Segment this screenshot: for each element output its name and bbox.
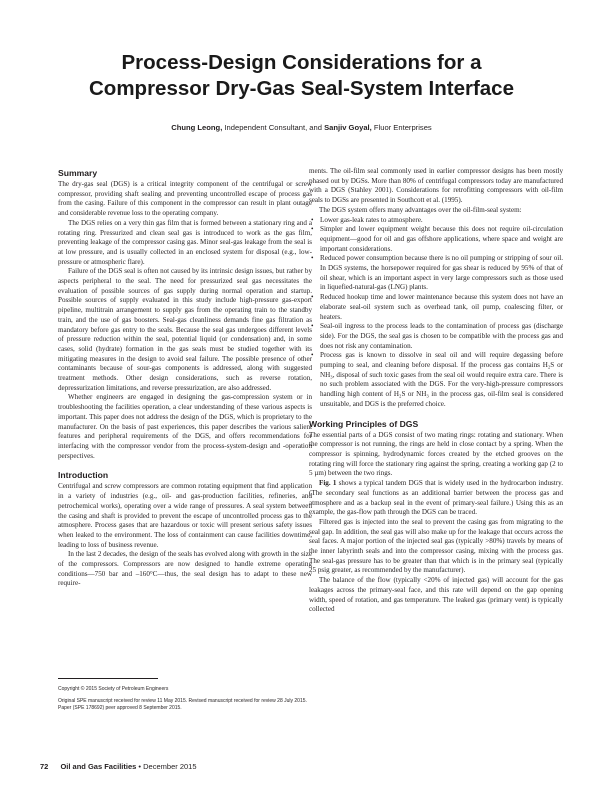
list-item: • Simpler and lower equipment weight because this does not require oil-circulation equipment—good for oil and gas offshore applications, where space and weight are important considerations. (309, 225, 563, 254)
advantages-list (309, 216, 563, 410)
issue-date: December 2015 (143, 762, 197, 771)
introduction-heading: Introduction (58, 470, 109, 481)
left-column (58, 168, 312, 589)
list-item: • Reduced hookup time and lower maintenance because this system does not have an elaborate seal-oil system such as overhead tank, oil pump, coalescing filter, or heaters. (309, 293, 563, 322)
author-line (0, 123, 603, 132)
working-paragraph-4: The balance of the flow (typically <20% of injected gas) will account for the gas leakages across the primary-seal face, and this rate will depend on the gap opening width, speed of rotation, and gas temperature. The leaked gas (primary vent) is typically collected (309, 576, 563, 614)
page-footer (40, 762, 197, 771)
working-paragraph-2-text: shows a typical tandem DGS that is widely used in the hydrocarbon industry. (The secondary seal functions as an additional barrier between the process gas and atmosphere and as a backup seal in the event of primary-seal failure.) Using this as an example, the gas-flow path through the DGS can be traced. (309, 479, 563, 517)
author-1-affiliation: Independent Consultant, and (222, 123, 325, 132)
working-paragraph-2 (309, 479, 563, 518)
footnotes (58, 678, 312, 713)
list-item: • Process gas is known to dissolve in seal oil and will require degassing before pumping to seal, and cleaning before disposal. If the process gas contains H₂S or NH₃, disposal of such toxic gases from the seal oil would require extra care. There is no such problem associated with the DGS. For the very-high-pressure compressors handling high content of H₂S or NH₃ in the process gas, oil-film seal is considered unsuitable, and DGS is the preferred choice. (309, 351, 563, 409)
introduction-paragraph-1: Centrifugal and screw compressors are common rotating equipment that find application in a variety of industries (e.g., oil- and gas-production facilities, refineries, and petrochemical works), operating over a wide range of pressures. A seal system between the casing and shaft is provided to prevent the escape of uncontrolled process gas to the atmosphere. Process gases that are hazardous or toxic will present serious safety issues when leaked to the environment. The loss of containment can cause facilities downtime, leading to loss of business revenue. (58, 482, 312, 549)
introduction-paragraph-2: In the last 2 decades, the design of the seals has evolved along with growth in the size of the compressors. Compressors are now designed to handle extreme operating conditions—750 bar and –160°C—thus, the seal design has to adapt to these new require- (58, 550, 312, 588)
page-number: 72 (40, 762, 49, 771)
figure-1-reference: Fig. 1 (319, 479, 337, 488)
list-item: • Lower gas-leak rates to atmosphere. (309, 216, 563, 226)
title-line-1: Process-Design Considerations for a (121, 51, 482, 74)
list-item: • Seal-oil ingress to the process leads to the contamination of process gas (discharge side). For the DGS, the seal gas is chosen to be compatible with the process gas and does not risk any contamination. (309, 322, 563, 351)
summary-paragraph-2: The DGS relies on a very thin gas film that is formed between a stationary ring and a rotating ring. Pressurized and clean seal gas is introduced to work as the gas film, preventing leakage of the compressor casing gas. Minor seal-gas leakage from the seal is at low pressure, and is usually collected in an enclosed system for disposal (e.g., low-pressure or atmospheric flare). (58, 218, 312, 266)
journal-name: Oil and Gas Facilities (60, 762, 137, 771)
summary-paragraph-3: Failure of the DGS seal is often not caused by its intrinsic design issues, but rather by aspects peripheral to the seal. The need for pressurized seal gas necessitates the evaluation of possible sources of gas supply during normal operation and startup. Possible sources of supply evaluated in this study include high-pressure gas-export pipeline, multitrain arrangement to supply gas from the operating train to the standby train, and the use of gas boosters. Seal-gas cleanliness demands fine gas filtration as mandatory before gas entry to the seals. Because the seal gas undergoes different levels of pressure reduction within the seal, potential liquid (or condensation) and, in some cases, solid (hydrate) formation in the gas seals must be studied together with its mitigating measures in the design to avoid seal failure. The possible presence of other contaminants because of sour-gas components is addressed, along with suggested treatment methods. Other design considerations, such as reverse rotation, depressurization limitations, and reverse pressurization, are also addressed. (58, 267, 312, 392)
summary-heading: Summary (58, 168, 98, 178)
footer-bullet: • (138, 762, 142, 771)
footnote-rule (58, 678, 158, 679)
manuscript-note: Original SPE manuscript received for review 11 May 2015. Revised manuscript received for review 28 July 2015. Paper (SPE 178692) peer approved 8 September 2015. (58, 698, 307, 712)
working-paragraph-3: Filtered gas is injected into the seal to prevent the casing gas from migrating to the seal gap. In addition, the seal gas will also make up for the leakage that occurs across the seal faces. A major portion of the injected seal gas (typically >80%) travels by means of the inner labyrinth seals and into the compressor casing, mixing with the process gas. The seal-gas pressure has to be greater than that which is in the primary seal (typically 25 psig greater, as recommended by the manufacturer). (309, 517, 563, 575)
author-1-name: Chung Leong, (171, 123, 223, 132)
working-principles-heading: Working Principles of DGS (309, 418, 419, 429)
title-line-2: Compressor Dry-Gas Seal-System Interface (89, 77, 514, 100)
copyright-note: Copyright © 2015 Society of Petroleum Engineers (58, 686, 169, 692)
right-paragraph-2: The DGS system offers many advantages over the oil-film-seal system: (319, 205, 522, 214)
summary-paragraph-1: The dry-gas seal (DGS) is a critical integrity component of the centrifugal or screw compressor, providing shaft sealing and preventing uncontrolled escape of process gas from the casing. Failure of this component in the compressor can result in plant outage and considerable revenue loss to the operating company. (58, 180, 312, 218)
working-paragraph-1: The essential parts of a DGS consist of two mating rings: rotating and stationary. When the compressor is not running, the rings are held in close contact by a spring. When the compressor is spinning, hydrodynamic forces created by the etched grooves on the rotating ring will force the stationary ring against the spring, creating a working gap (2 to 5 µm) between the two rings. (309, 430, 563, 478)
author-2-affiliation: Fluor Enterprises (371, 123, 432, 132)
right-column (309, 167, 563, 615)
right-paragraph-1: ments. The oil-film seal commonly used in earlier compressor designs has been mostly phased out by DGSs. More than 80% of centrifugal compressors today are manufactured with a DGS (Stahley 2001). Considerations for retrofitting compressors with oil-film seals to DGSs are presented in Southcott et al. (1995). (309, 167, 563, 205)
summary-paragraph-4: Whether engineers are engaged in designing the gas-compression system or in troubleshooting the facilities operation, a clear understanding of these various aspects is important. This paper does not address the design of the DGS, which is proprietary to the manufacturer. On the basis of past experiences, this paper describes the various salient features and peripheral requirements of the DGS, and offers recommendations for interfacing with the compressor vendor from the process-system-design and -operation perspectives. (58, 393, 312, 460)
author-2-name: Sanjiv Goyal, (324, 123, 372, 132)
list-item: • Reduced power consumption because there is no oil pumping or stripping of sour oil. In DGS systems, the horsepower required for gas shear is reduced by 95% of that of oil shear, which is an important aspect in very large compressors such as those used in liquefied-natural-gas (LNG) plants. (309, 254, 563, 293)
